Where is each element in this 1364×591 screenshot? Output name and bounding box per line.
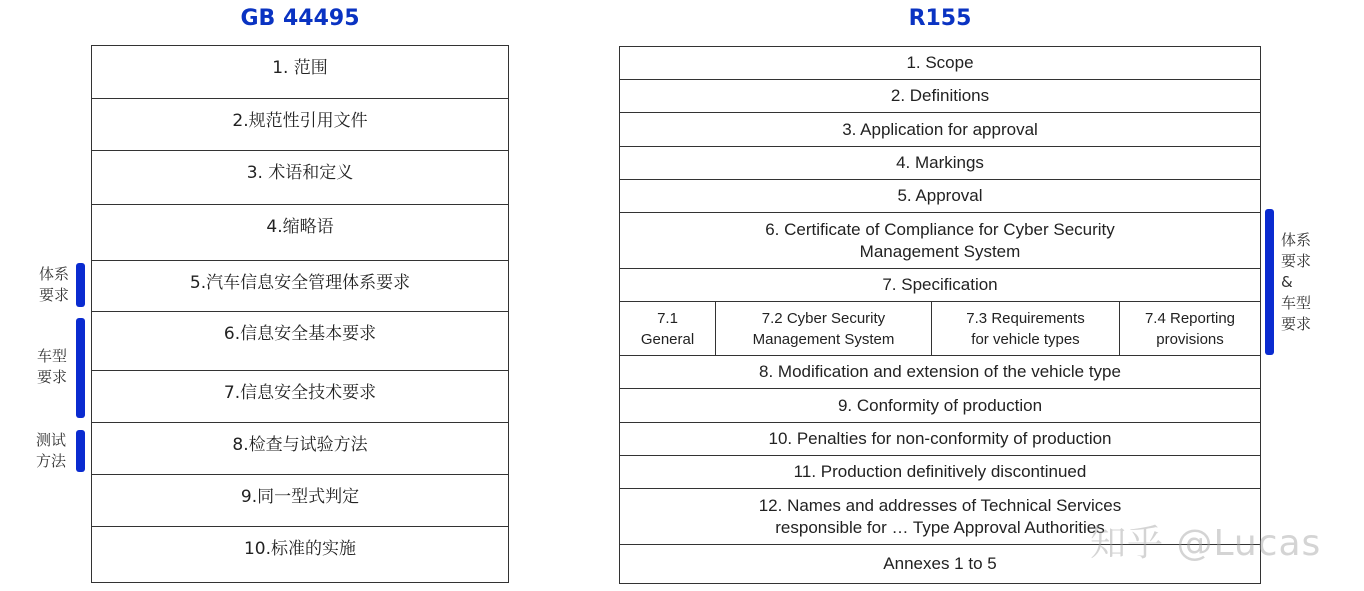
r155-row-2 — [620, 80, 1260, 113]
gb-row-label: 9.同一型式判定 — [240, 487, 360, 507]
gb-row-9 — [92, 475, 508, 527]
r155-row-label: 5. Approval — [897, 186, 983, 205]
r155-title: R155 — [908, 6, 972, 31]
r155-row-11 — [620, 456, 1260, 489]
annotation-line: 要求 — [1281, 252, 1312, 270]
r155-row-label: 2. Definitions — [890, 86, 990, 105]
gb-row-label: 2.规范性引用文件 — [232, 111, 368, 131]
annotation-line: 要求 — [39, 286, 70, 304]
r155-row-label: 3. Application for approval — [842, 119, 1038, 139]
gb-row-label: 5.汽车信息安全管理体系要求 — [189, 273, 411, 293]
sub-label: 7.3 Requirements — [966, 309, 1085, 327]
r155-row-label: 1. Scope — [906, 53, 974, 72]
gb44495-title: GB 44495 — [240, 6, 360, 31]
annotation-vehicle-req — [37, 346, 67, 388]
annotation-system-and-vehicle — [1281, 230, 1311, 335]
r155-row-6 — [620, 213, 1260, 269]
r155-row-10 — [620, 423, 1260, 456]
sub-7-4 — [1120, 302, 1260, 355]
r155-row-5 — [620, 180, 1260, 213]
gb-row-4 — [92, 205, 508, 261]
bracket-bar-r155 — [1265, 209, 1274, 355]
r155-row-1 — [620, 47, 1260, 80]
r155-row-3 — [620, 113, 1260, 147]
r155-row-label: Annexes 1 to 5 — [883, 554, 997, 573]
sub-7-2 — [716, 302, 932, 355]
sub-label: 7.2 Cyber Security — [761, 309, 886, 327]
annotation-test-method — [36, 430, 66, 472]
gb-row-10 — [92, 527, 508, 583]
r155-row-label: Management System — [859, 241, 1021, 261]
r155-row-label: 12. Names and addresses of Technical Services — [758, 495, 1122, 515]
annotation-line: 体系 — [1281, 231, 1312, 249]
r155-row-9 — [620, 389, 1260, 423]
annotation-line: 要求 — [1281, 315, 1312, 333]
r155-row-label: 9. Conformity of production — [837, 395, 1043, 415]
r155-row-label: 7. Specification — [882, 275, 998, 294]
gb44495-table — [91, 45, 509, 583]
gb-row-label: 3. 术语和定义 — [246, 163, 354, 183]
gb-row-3 — [92, 151, 508, 205]
sub-label: for vehicle types — [971, 330, 1080, 348]
r155-row-label: 4. Markings — [896, 153, 984, 172]
gb-row-label: 6.信息安全基本要求 — [223, 324, 377, 344]
r155-row-7 — [620, 269, 1260, 302]
annotation-line: & — [1281, 273, 1293, 291]
bracket-bar-system — [76, 263, 85, 307]
annotation-line: 体系 — [39, 265, 70, 283]
r155-row-4 — [620, 147, 1260, 180]
annotation-line: 要求 — [37, 368, 68, 386]
r155-row-label: 10. Penalties for non-conformity of production — [768, 429, 1112, 448]
gb-row-label: 4.缩略语 — [266, 217, 334, 237]
annotation-line: 车型 — [1281, 294, 1312, 312]
sub-label: 7.1 — [657, 309, 678, 327]
gb-row-8 — [92, 423, 508, 475]
sub-7-3 — [932, 302, 1120, 355]
sub-7-1 — [620, 302, 716, 355]
gb-row-label: 10.标准的实施 — [243, 539, 357, 559]
bracket-bar-test — [76, 430, 85, 472]
gb-row-7 — [92, 371, 508, 423]
bracket-bar-vehicle — [76, 318, 85, 418]
annotation-line: 车型 — [37, 347, 68, 365]
gb-row-5 — [92, 261, 508, 312]
sub-label: provisions — [1156, 330, 1224, 348]
r155-row-label: responsible for … Type Approval Authorities — [775, 517, 1105, 537]
r155-row-label: 6. Certificate of Compliance for Cyber Security — [765, 219, 1115, 239]
gb-row-6 — [92, 312, 508, 371]
gb-row-1 — [92, 46, 508, 99]
gb-row-label: 8.检查与试验方法 — [232, 435, 368, 455]
sub-label: General — [640, 330, 695, 348]
watermark: 知乎 @Lucas — [1090, 523, 1322, 564]
annotation-system-req — [39, 264, 69, 306]
r155-row-label: 11. Production definitively discontinued — [793, 462, 1087, 481]
r155-row-8 — [620, 356, 1260, 389]
gb-row-label: 7.信息安全技术要求 — [223, 383, 377, 403]
r155-row-label: 8. Modification and extension of the vehicle type — [759, 362, 1121, 381]
annotation-line: 方法 — [36, 452, 67, 470]
annotation-line: 测试 — [36, 431, 67, 449]
r155-row-7-subsections — [620, 302, 1260, 356]
r155-table — [619, 46, 1261, 584]
sub-label: Management System — [752, 330, 895, 348]
gb-row-2 — [92, 99, 508, 151]
gb-row-label: 1. 范围 — [272, 58, 328, 78]
sub-label: 7.4 Reporting — [1144, 309, 1236, 327]
